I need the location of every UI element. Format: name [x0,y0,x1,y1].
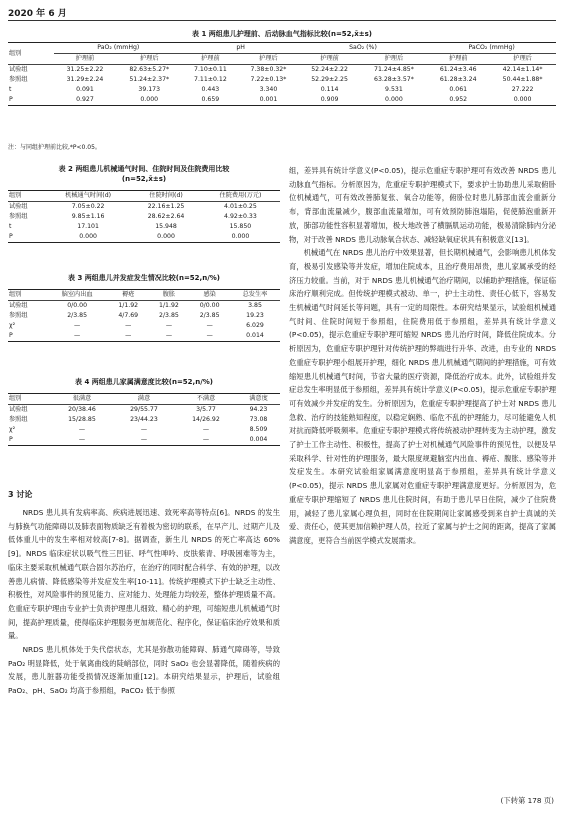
table1-subheader: 护理后 [384,55,404,62]
table-row [8,405,280,416]
table1-subheader: 护理后 [139,55,159,62]
table-row [8,232,280,243]
table-cell: 73.08 [249,416,268,423]
table-cell: 2/3.85 [199,312,220,319]
table4-caption: 表 4 两组患儿家属满意度比较(n=52,n/%) [75,378,213,386]
table1-subheader: 护理前 [201,55,220,62]
table1-metric-pao2: PaO₂ (mmHg) [54,43,183,54]
table-cell: 0.001 [259,96,278,103]
table-cell: 0.909 [320,96,339,103]
table1-subheader: 护理后 [513,55,532,62]
table-cell: t [9,223,12,230]
table-cell: 0.000 [140,96,159,103]
table4-header: 满意 [137,395,151,402]
table4-header: 很满意 [72,395,92,402]
table3-header: 组别 [9,291,22,298]
table-cell: 52.24±2.22 [311,66,348,73]
table-row [8,301,280,312]
table-cell: — [206,322,213,329]
table1-subheader: 护理前 [448,55,468,62]
table-cell: — [140,426,148,433]
table-row [8,95,556,106]
table3 [8,289,280,342]
table2 [8,190,280,243]
table-cell: 7.10±0.11 [194,66,227,73]
table-row [8,222,280,232]
table2-header: 机械通气时间(d) [65,192,112,199]
right-column-text [289,164,556,548]
table2-header: 组别 [9,192,22,199]
table-cell: 1/1.92 [118,302,139,309]
table-cell: 9.85±1.16 [71,213,105,220]
table-cell: 0.000 [385,96,403,103]
table-cell: χ² [9,322,16,329]
table-row [8,75,556,85]
table-cell: 2/3.85 [159,312,179,319]
table-cell: 0/0.00 [199,302,220,309]
table-row [8,202,280,213]
table-row [8,415,280,425]
table1-note: 注：与同组护理前比较,*P<0.05。 [8,144,101,151]
table-cell: 39.173 [138,86,161,93]
table-row [8,65,556,76]
table-cell: 94.23 [249,406,268,413]
table3-header: 褥疮 [122,291,135,298]
table-cell: 0.014 [246,332,264,339]
table-cell: — [125,332,132,339]
table4-header: 组别 [9,395,22,402]
table-cell: — [202,436,210,443]
table-cell: 0.927 [76,96,94,103]
table-cell: 20/38.46 [68,406,96,413]
table-row [8,435,280,446]
table-cell: 参照组 [9,416,28,423]
table-cell: 15.850 [229,223,252,230]
table-cell: 0.000 [79,233,97,240]
table-row [8,85,556,95]
table-cell: — [74,322,81,329]
table-cell: 4/7.69 [118,312,139,319]
table-cell: 61.28±3.24 [439,76,477,83]
table-row [8,321,280,331]
table-cell: 0.659 [201,96,220,103]
table-cell: 27.222 [511,86,534,93]
table-cell: 3/5.77 [196,406,216,413]
table-cell: 0.004 [249,436,268,443]
table-cell: 31.29±2.24 [66,76,104,83]
section-heading: 3 讨论 [8,490,33,499]
table-cell: P [9,233,13,240]
table-cell: P [9,96,13,103]
table-cell: 31.25±2.22 [66,66,104,73]
table2-header: 住院费用(万元) [219,192,262,199]
table-cell: 14/26.92 [192,416,220,423]
table1-metric-ph: pH [183,43,299,54]
table-cell: 试验组 [9,302,28,309]
table-cell: 4.01±0.25 [224,203,257,210]
table-cell: 8.509 [249,426,268,433]
table-cell: — [202,426,210,433]
table-cell: 0.114 [320,86,339,93]
table-cell: P [9,436,13,443]
table1-subheader: 护理前 [320,55,339,62]
table-cell: 82.63±5.27* [129,66,170,73]
table-cell: — [206,332,213,339]
table-cell: 4.92±0.33 [224,213,257,220]
table-cell: 0.443 [201,86,220,93]
table-cell: 61.24±3.46 [439,66,477,73]
table-cell: 7.05±0.22 [71,203,105,210]
table-cell: 0/0.00 [67,302,88,309]
table1-metric-sao2: SaO₂ (%) [299,43,428,54]
left-column-text [8,506,280,698]
table1-metric-paco2: PaCO₂ (mmHg) [427,43,556,54]
right-paragraph-1: 组，差异具有统计学意义(P<0.05)，提示危重症专职护理可有效改善 NRDS 患儿动脉血气指标。分析原因为，危重症专职护理模式下，要求护士协助患儿采取俯卧位机械通气，可有效改善肺复张、氧合功能等，俯卧位时患儿肺部血流会重新分布，背部血流量减少，腹部血流量增加，可有效预防肺泡塌陷，促使肺泡重新开放，肺部功能性容积显著增加，极大地改善了横膈肌运动功能，极易清除肺内分泌物，对于改善 NRDS 患儿动脉氧合状态、减轻缺氧症状具有积极意义[13]。 [289,166,556,244]
table-cell: 63.28±3.57* [374,76,414,83]
table-cell: 51.24±2.37* [129,76,170,83]
table-cell: — [165,322,173,329]
table-cell: 3.340 [259,86,278,93]
table-cell: 0.000 [231,233,250,240]
table-cell: — [74,332,81,339]
table3-header: 腹胀 [162,291,176,298]
table1 [8,42,556,106]
table3-header: 脑室内出血 [61,291,93,298]
table-cell: 参照组 [9,312,28,319]
table1-caption: 表 1 两组患儿护理前、后动脉血气指标比较(n=52,x̄±s) [192,30,372,38]
table-cell: 0.000 [157,233,175,240]
table-cell: — [165,332,173,339]
table-cell: 6.029 [246,322,264,329]
table-cell: 29/55.77 [130,406,158,413]
table3-caption: 表 3 两组患儿并发症发生情况比较(n=52,n/%) [68,274,220,282]
table-cell: — [125,322,132,329]
table4-header: 不满意 [196,395,216,402]
table-cell: P [9,332,13,339]
continued-on-page: (下转第 178 页) [500,796,554,805]
table-cell: t [9,86,12,93]
table-cell: — [78,426,86,433]
table4 [8,393,280,446]
discussion-paragraph-1: NRDS 患儿具有发病率高、疾病进展迅速、致死率高等特点[6]。NRDS 的发生与肺换气功能障碍以及肺表面物质缺乏有着极为密切的联系，在早产儿、过期产儿及低体重儿中的发生率相对较高[7-8]。据调查，新生儿 NRDS 的死亡率高达 60%[9]。NRDS 临床症状以吸气性三凹征、呼气性呻吟、皮肤紫青、呼吸困难等为主，临床主要采取机械通气联合固尔苏治疗，在治疗的同时配合科学、有效的护理，以改善患儿病情、降低感染等并发症发生率[10-11]。传统护理模式下护士缺乏主动性、积极性，对风险事件的预见能力、应对能力、处理能力均较差，整体护理质量不高。危重症专职护理由专业护士负责护理患儿细致、精心的护理，可缩短患儿机械通气时间，提高护理质量，使得临床护理服务更加规范化、程序化，保证临床治疗效果和质量。 [8,508,280,641]
discussion-paragraph-2: NRDS 患儿机体处于失代偿状态，尤其是弥散功能障碍、肺通气障碍等，导致 PaO₂ 明显降低，处于氧离曲线的陡峭部位，同时 SaO₂ 也会显著降低，随着疾病的发展，患儿脏器功能受损情况逐渐加重[12]。本研究结果显示，护理后，试验组 PaO₂、pH、SaO₂ 均高于参照组，PaCO₂ 低于参照 [8,645,280,696]
table-cell: 28.62±2.64 [147,213,185,220]
table-cell: 参照组 [9,213,28,220]
table2-caption-line2: (n=52,x̄±s) [121,175,167,183]
table2-caption [8,164,280,184]
table-row [8,212,280,222]
table-cell: 19.23 [246,312,264,319]
table-row [8,425,280,435]
table-cell: 50.44±1.88* [502,76,543,83]
table-cell: 7.22±0.13* [250,76,287,83]
table2-header: 住院时间(d) [149,192,183,199]
table-cell: 试验组 [9,406,28,413]
table3-header: 感染 [203,291,216,298]
table3-header: 总发生率 [242,291,268,298]
right-paragraph-2: 机械通气在 NRDS 患儿治疗中效果显著，但长期机械通气，会影响患儿机体发育，极易引发感染等并发症，增加住院成本，且治疗费用昂贵，患儿家属承受的经济压力较重。当前，对于 NRDS 患儿机械通气治疗期间，以辅助护理措施，保证临床治疗顺利完成。但传统护理模式被动、单一，护士主动性、责任心低下，容易发生机械通气时间延长等问题，具有一定的局限性。本研究结果显示，试验组机械通气时间、住院时间短于参照组，住院费用低于参照组，差异具有统计学意义(P<0.05)，提示危重症专职护理可缩短 NRDS 患儿治疗时间，降低住院成本。分析原因为，危重症专职护理针对传统护理的弊端进行升华、改进，由专业的 NRDS 危重症专职护理小组展开护理，细化 NRDS 患儿机械通气期间的护理措施，可有效缩短患儿机械通气时间，节省大量的医疗资源，降低治疗成本。此外，试验组并发症总发生率明显低于参照组，差异具有统计学意义(P<0.05)，提示危重症专职护理可有效减少并发症的发生。分析原因为，危重症专职护理提高了护士对 NRDS 患儿急救、治疗的技能熟知程度，以稳定娴熟、临危不乱的护理能力，尽可能避免人机对抗而降低呼吸频率。危重症专职护理模式将传统被动护理转变为主动护理，激发了护士工作主动性、积极性，提高了护士对机械通气风险事件的预见性，以便及早采取科学、针对性的护理服务，最大限度规避脑室内出血、褥疮、腹胀、感染等并发症发生。本研究试验组家属满意度明显高于参照组，差异具有统计学意义(P<0.05)，提示 NRDS 患儿家属对危重症专职护理满意度更好。分析原因为，危重症专职护理缩短了 NRDS 患儿住院时间，有助于患儿早日住院，减少了住院费用，减轻了患儿家属心理负担，同时在住院期间让家属感受到来自护士真诚的关爱、责任心，使其更加信赖护理人员，拉近了家属与护士之间的距离，提高了家属满意度，更符合当前医学模式发展需求。 [289,248,556,545]
table1-subheader: 护理后 [259,55,278,62]
table-cell: — [140,436,148,443]
table-cell: 7.11±0.12 [194,76,227,83]
table-cell: 42.14±1.14* [502,66,543,73]
table-cell: 0.061 [449,86,468,93]
table1-group-header: 组别 [8,43,54,65]
table-cell: 1/1.92 [159,302,179,309]
table-cell: 52.29±2.25 [311,76,348,83]
header-rule [8,20,556,21]
table-cell: 2/3.85 [67,312,88,319]
table-cell: 试验组 [9,66,28,73]
table-cell: 17.101 [77,223,99,230]
running-header: 2020 年 6 月 [8,9,67,19]
table1-subheader: 护理前 [75,55,95,62]
table-cell: 22.16±1.25 [147,203,185,210]
table-cell: — [78,436,86,443]
table-row [8,331,280,342]
table-row [8,311,280,321]
table-cell: 23/44.23 [130,416,158,423]
table-cell: 15/28.85 [68,416,96,423]
table-cell: χ² [9,426,16,433]
table-cell: 0.000 [513,96,532,103]
table-cell: 0.952 [449,96,468,103]
table-cell: 试验组 [9,203,28,210]
table-cell: 0.091 [76,86,94,93]
table-cell: 15.948 [155,223,177,230]
table-cell: 71.24±4.85* [374,66,414,73]
table2-caption-line1: 表 2 两组患儿机械通气时间、住院时间及住院费用比较 [58,165,230,173]
table4-header: 满意度 [249,395,268,402]
table-cell: 3.85 [248,302,262,309]
table-cell: 9.531 [385,86,403,93]
table-cell: 7.38±0.32* [250,66,287,73]
table-cell: 参照组 [9,76,28,83]
